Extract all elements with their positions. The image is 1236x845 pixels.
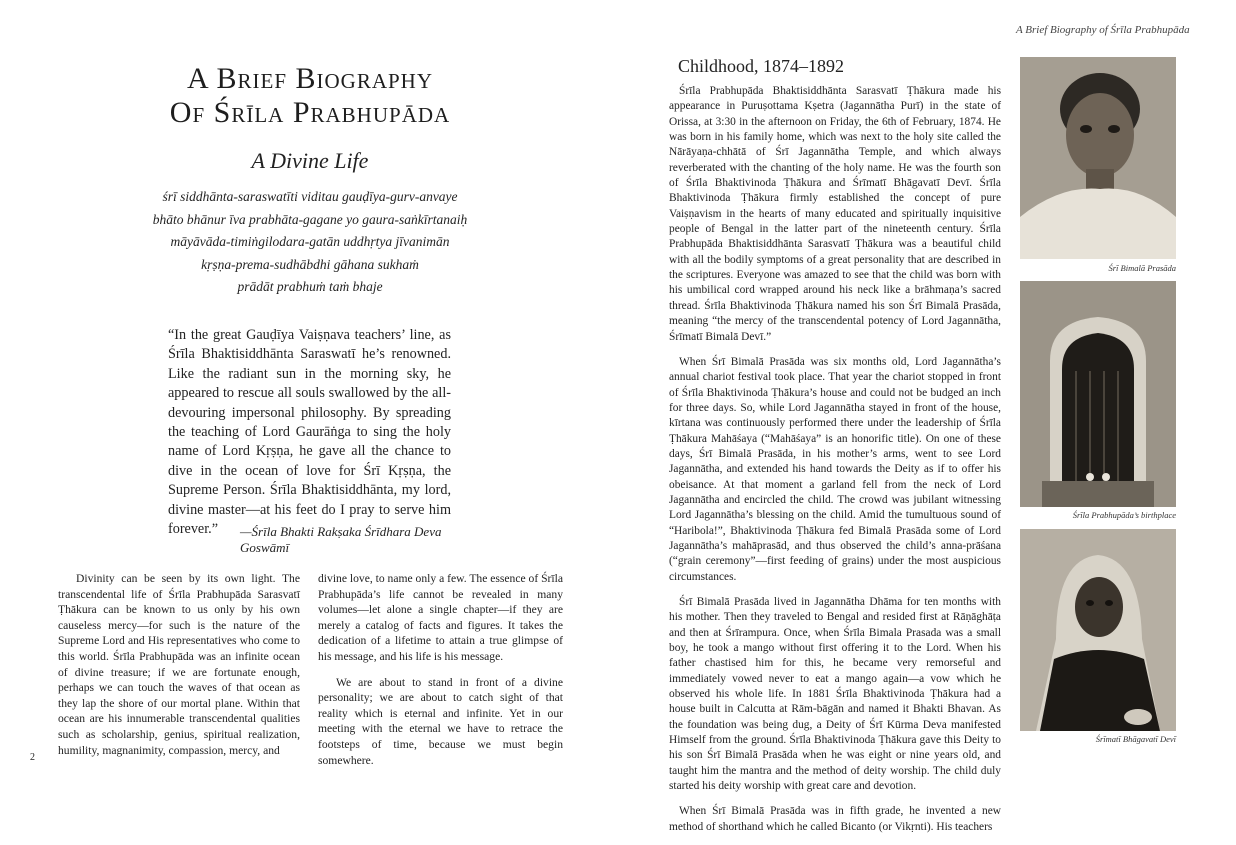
paragraph: We are about to stand in front of a divine personality; we are about to catch sight of that reality which is eternal and infinite. Yet in our meeting with the eternal we have to retrace the footsteps of time, because we must begin somewhere. — [318, 675, 563, 767]
sanskrit-verse — [140, 186, 480, 299]
verse-line: kṛṣṇa-prema-sudhābdhi gāhana sukhaṁ — [201, 256, 419, 272]
verse-line: bhāto bhānur īva prabhāta-gagane yo gaura-saṅkīrtanaiḥ — [152, 211, 468, 227]
birthplace-image — [1020, 281, 1176, 507]
photo-caption: Śrī Bimalā Prasāda — [1108, 263, 1176, 273]
verse-line: śrī siddhānta-saraswatīti viditau gauḍīya-gurv-anvaye — [162, 189, 458, 204]
section-heading: Childhood, 1874–1892 — [678, 56, 845, 76]
page-number: 2 — [30, 752, 35, 763]
paragraph: Divinity can be seen by its own light. The transcendental life of Śrīla Prabhupāda Sarasvatī Ṭhākura can be known to us only by his own causeless mercy—for such is the nature of the Supreme Lord and His representatives who come to this world. Śrīla Prabhupāda was an infinite ocean of divine treasure; if we are fortunate enough, perhaps we can touch the waves of that ocean as they lap the shore of our mortal plane. Within that ocean are his innumerable transcendental qualities such as scholarship, genius, spiritual realization, humility, magnanimity, compassion, mercy, and — [58, 572, 300, 757]
woman-portrait-image — [1020, 529, 1176, 731]
boy-portrait-image — [1020, 57, 1176, 259]
body-column-1 — [58, 571, 300, 768]
quote-attribution: —Śrīla Bhakti Rakṣaka Śrīdhara Deva Goswāmī — [240, 524, 442, 555]
title-line-1: A Brief Biography — [186, 62, 434, 95]
title-line-2: Of Śrīla Prabhupāda — [169, 96, 451, 129]
verse-line: māyāvāda-timiṅgilodara-gatān uddhṛtya jīvanimān — [170, 234, 450, 249]
portrait-photo — [1020, 57, 1176, 259]
body-column-2 — [318, 571, 563, 778]
paragraph: Śrī Bimalā Prasāda lived in Jagannātha Dhāma for ten months with his mother. Then they traveled to Bengal and resided first at Rāṇāghāṭa and then at Śrīrampura. Once, when Śrīla Bimala Prasada was a small boy, he took a mango without first offering it to the Lord. When his father chastised him for this, he became very remorseful and immediately vowed never to eat a mango again—a vow which he observed his whole life. In 1881 Śrīla Bhaktivinoda Ṭhākura had a house built in Calcutta at Rām-bāgān and named it Bhakti Bhavan. As the foundation was being dug, a Deity of Śrī Kūrma Deva manifested Himself from the ground. Śrīla Bhaktivinoda Ṭhākura gave this Deity to his son Śrī Bimalā Prasāda when he was eight or nine years old, and taught him the mantra and the method of deity worship. The child duly started his deity worship with great care and devotion. — [669, 596, 1001, 793]
translation-quote: “In the great Gauḍīya Vaiṣṇava teachers’ line, as Śrīla Bhaktisiddhānta Saraswatī he’s renowned. Like the radiant sun in the morning sky, he appeared to rescue all souls swallowed by the all-devouring impersonal philosophy. By spreading the teaching of Lord Gaurāṅga to sing the holy name of Lord Kṛṣṇa, he gave all the chance to dive in the ocean of love for Śrī Kṛṣṇa, the Supreme Person. Śrīla Bhaktisiddhānta, my lord, divine master—at his feet do I pray to serve him forever.” — [168, 327, 451, 538]
body-column-3 — [669, 84, 1001, 845]
birthplace-photo — [1020, 281, 1176, 507]
paragraph: divine love, to name only a few. The essence of Śrīla Prabhupāda’s life cannot be revealed in many volumes—let alone a single chapter—if they are merely a catalog of facts and figures. It takes the dedication of a lifetime to attain a true glimpse of his message, and his life is his message. — [318, 572, 564, 663]
verse-line: prādāt prabhuṁ taṁ bhaje — [237, 279, 383, 294]
paragraph: When Śrī Bimalā Prasāda was in fifth grade, he invented a new method of shorthand which he called Bicanto (or Vikṛnti). His teachers — [669, 805, 1001, 833]
subtitle: A Divine Life — [251, 148, 369, 173]
page-title — [150, 62, 470, 130]
mother-portrait-photo — [1020, 529, 1176, 731]
running-head: A Brief Biography of Śrīla Prabhupāda — [1016, 24, 1190, 36]
paragraph: When Śrī Bimalā Prasāda was six months old, Lord Jagannātha’s annual chariot festival took place. That year the chariot stopped in front of Śrīla Bhaktivinoda Ṭhākura’s house and could not be budged an inch for three days. So, while Lord Jagannātha stayed in front of the house, kīrtana was continuously performed there under the leadership of Śrīla Ṭhākura Mahāśaya (“Mahāśaya” is an honorific title). On one of these days, Śrī Bimalā Prasāda, in his mother’s arms, went to see Lord Jagannātha, and extended his hand towards the Deity as if to offer his obeisance. At that moment a garland fell from the neck of Lord Jagannātha and encircled the child. The crowd was jubilant witnessing Lord Jagannātha’s blessing on the child. Amid the tumultuous sound of “Haribola!”, Bhaktivinoda Ṭhākura fed Bimalā Prasāda some of Lord Jagannātha’s mahāprasād, and thus observed the child’s anna-prāśana (“grain ceremony”—first feeding of grains) under the most auspicious circumstances. — [669, 355, 1001, 583]
photo-caption: Śrīla Prabhupāda’s birthplace — [1072, 510, 1176, 520]
photo-caption: Śrīmatī Bhāgavatī Devī — [1095, 734, 1176, 744]
paragraph: Śrīla Prabhupāda Bhaktisiddhānta Sarasvatī Ṭhākura made his appearance in Puruṣottama Kṣetra (Jagannātha Purī) in the state of Orissa, at 3:30 in the afternoon on Friday, the 6th of February, 1874. He was born in his family home, which was next to the holy site called the Nārāyaṇa-chhātā of Śrī Jagannātha Temple, and which always reverberated with the chanting of the holy name. He was the fourth son of Śrīla Bhaktivinoda Ṭhākura and Śrīmatī Bhāgavatī Devī. Śrīla Bhaktivinoda Ṭhākura firmly established the concept of pure Vaiṣṇavism in the hearts of many educated and spiritually inquisitive people of Bengal in the latter part of the nineteenth century. Śrīla Prabhupāda Bhaktisiddhānta Sarasvatī Ṭhākura was a beautiful child with all the bodily symptoms of a great personality that are described in the scriptures. Everyone was amazed to see that the child was born with his umbilical cord wrapped around his neck like a brāhmaṇa’s sacred thread. Śrīla Bhaktivinoda Ṭhākura named his son Śrī Bimalā Prasāda, meaning “the mercy of the transcendental potency of Lord Jagannātha, Śrīmatī Bimalā Devī.” — [669, 85, 1001, 343]
